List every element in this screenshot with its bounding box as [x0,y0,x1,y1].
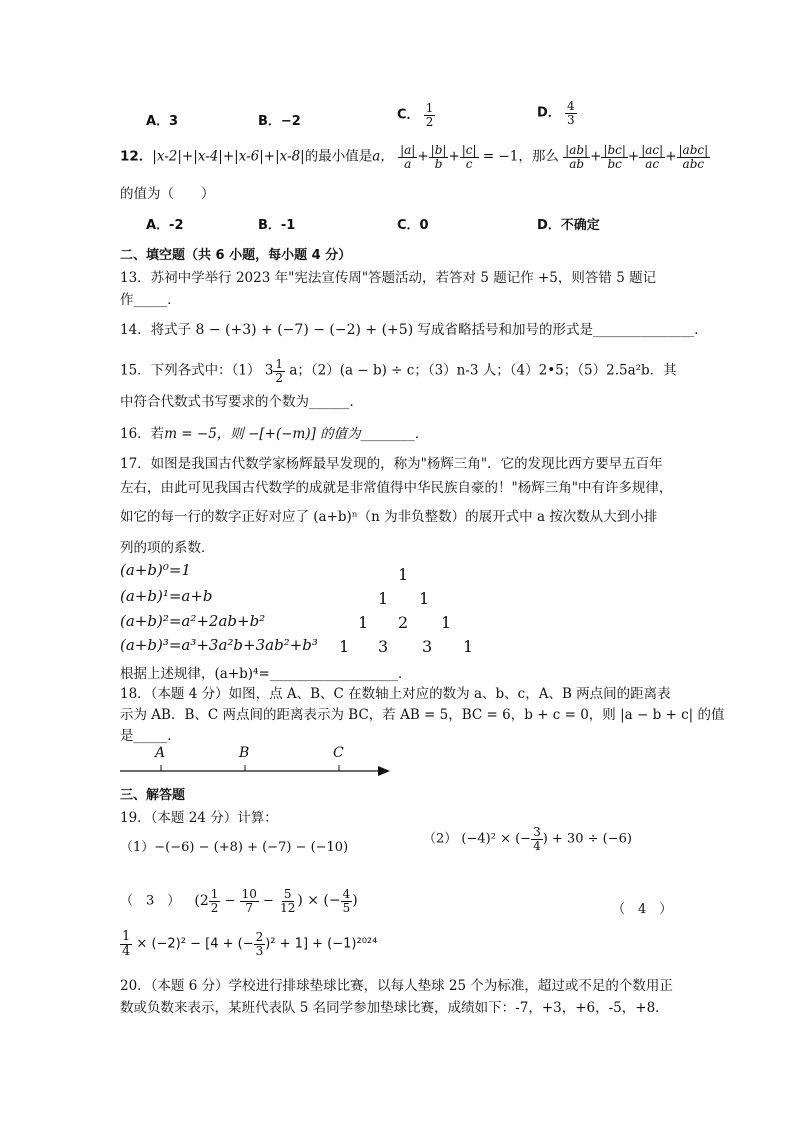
number-line-arrow [378,766,390,776]
q11-option-b: B．−2 [258,114,301,129]
q19-heading: 19．（本题 24 分）计算： [120,810,278,826]
q18-line2: 示为 AB．B、C 两点间的距离表示为 BC，若 AB = 5，BC = 6，b + c = 0，则 |a − b + c| 的值 [120,707,725,723]
q11-option-d: D． $\frac{4}{3}$ [537,99,575,127]
q17-line4: 列的项的系数． [120,540,215,556]
q17-line1: 17．如图是我国古代数学家杨辉最早发现的，称为"杨辉三角"．它的发现比西方要早五百年 [120,456,663,472]
q20-line1: 20．（本题 6 分）学校进行排球垫球比赛，以每人垫球 25 个为标准，超过或不足的个数用正 [120,978,673,994]
q17-formula-2: (a+b)²=a²+2ab+b² [120,612,266,630]
q14: 14．将式子 8 − (+3) + (−7) − (−2) + (+5) 写成省略括号和加号的形式是_______________． [120,322,708,338]
q19-part2: （2） (−4)² × (− $\frac{3}{4}$ ) + 30 ÷ (−6) [423,825,632,853]
q16: 16．若m = −5，则 −[+(−m)] 的值为________． [120,426,429,442]
triangle-r2-c2: 1 [441,613,452,632]
point-c-label: C [333,745,344,761]
q15-line2: 中符合代数式书写要求的个数为______． [120,394,363,410]
triangle-r3-c3: 1 [463,637,474,656]
triangle-r3-c1: 3 [378,637,389,656]
q17-formula-0: (a+b)⁰=1 [120,561,191,579]
q19-part1: （1）−(−6) − (+8) + (−7) − (−10) [120,840,349,855]
triangle-r3-c0: 1 [339,637,350,656]
q12-option-b: B．-1 [258,218,296,233]
triangle-r0-c0: 1 [398,565,409,584]
section-3-heading: 三、解答题 [120,788,186,803]
q12-stem: 12．|x-2|+|x-4|+|x-6|+|x-8|的最小值是a， $\frac{|a|}{a}$ + $\frac{|b|}{b}$ + $\frac{|c|}{c}$ = −1，那么 $\frac{|ab|}{ab}$ + $\frac{|bc|}{bc}$ + $\frac{|ac|}{ac}$ + $\frac{\text{|abc|}}{\text{abc}}$ [120,143,709,171]
triangle-r2-c1: 2 [398,613,409,632]
q20-line2: 数或负数来表示，某班代表队 5 名同学参加垫球比赛，成绩如下：-7，+3，+6，-5，+8． [120,1000,669,1016]
triangle-r1-c0: 1 [378,589,389,608]
q17-formula-3: (a+b)³=a³+3a²b+3ab²+b³ [120,636,318,654]
q19-part4: $\frac{1}{4}$ × (−2)² − [4 + (− $\frac{2}{3}$ )² + 1] + (−1)²⁰²⁴ [122,929,378,959]
q11-option-a: A．3 [146,114,179,129]
q12-option-c: C．0 [397,218,429,233]
q19-part3: （ 3 ） (2 $\frac{1}{2}$ − $\frac{10}{7}$ − $\frac{5}{12}$ ) × (− $\frac{4}{5}$ ) [120,887,358,915]
q12-option-a: A．-2 [146,218,184,233]
q17-ask: 根据上述规律，(a+b)⁴=___________________． [120,666,412,682]
q12-option-d: D．不确定 [537,218,600,233]
q17-formula-1: (a+b)¹=a+b [120,587,213,605]
q18-line1: 18．（本题 4 分）如图，点 A、B、C 在数轴上对应的数为 a、b、c，A、B 两点间的距离表 [120,686,671,702]
q13-line1: 13．苏祠中学举行 2023 年"宪法宣传周"答题活动，若答对 5 题记作 +5，则答错 5 题记 [120,270,657,286]
q13-line2: 作_____． [120,292,181,308]
point-b-label: B [239,745,250,761]
q12-tail: 的值为（ ） [120,186,215,202]
q15-line1: 15．下列各式中：（1） 3 $\frac{1}{2}$ a；（2）(a − b) ÷ c；（3）n-3 人；（4）2•5；（5）2.5a²b．其 [120,357,677,385]
q18-line3: 是_____． [120,728,181,744]
triangle-r2-c0: 1 [358,613,369,632]
point-a-label: A [155,745,166,761]
q19-part4-label: （ 4 ） [612,902,673,917]
section-2-heading: 二、填空题（共 6 小题，每小题 4 分） [120,248,352,263]
triangle-r3-c2: 3 [422,637,433,656]
triangle-r1-c1: 1 [419,589,430,608]
q11-option-c: C． $\frac{1}{2}$ [397,101,434,129]
q17-line2: 左右，由此可见我国古代数学的成就是非常值得中华民族自豪的！"杨辉三角"中有许多规律， [120,480,673,496]
q17-line3: 如它的每一行的数字正好对应了 (a+b)ⁿ（n 为非负整数）的展开式中 a 按次数从大到小排 [120,509,658,525]
